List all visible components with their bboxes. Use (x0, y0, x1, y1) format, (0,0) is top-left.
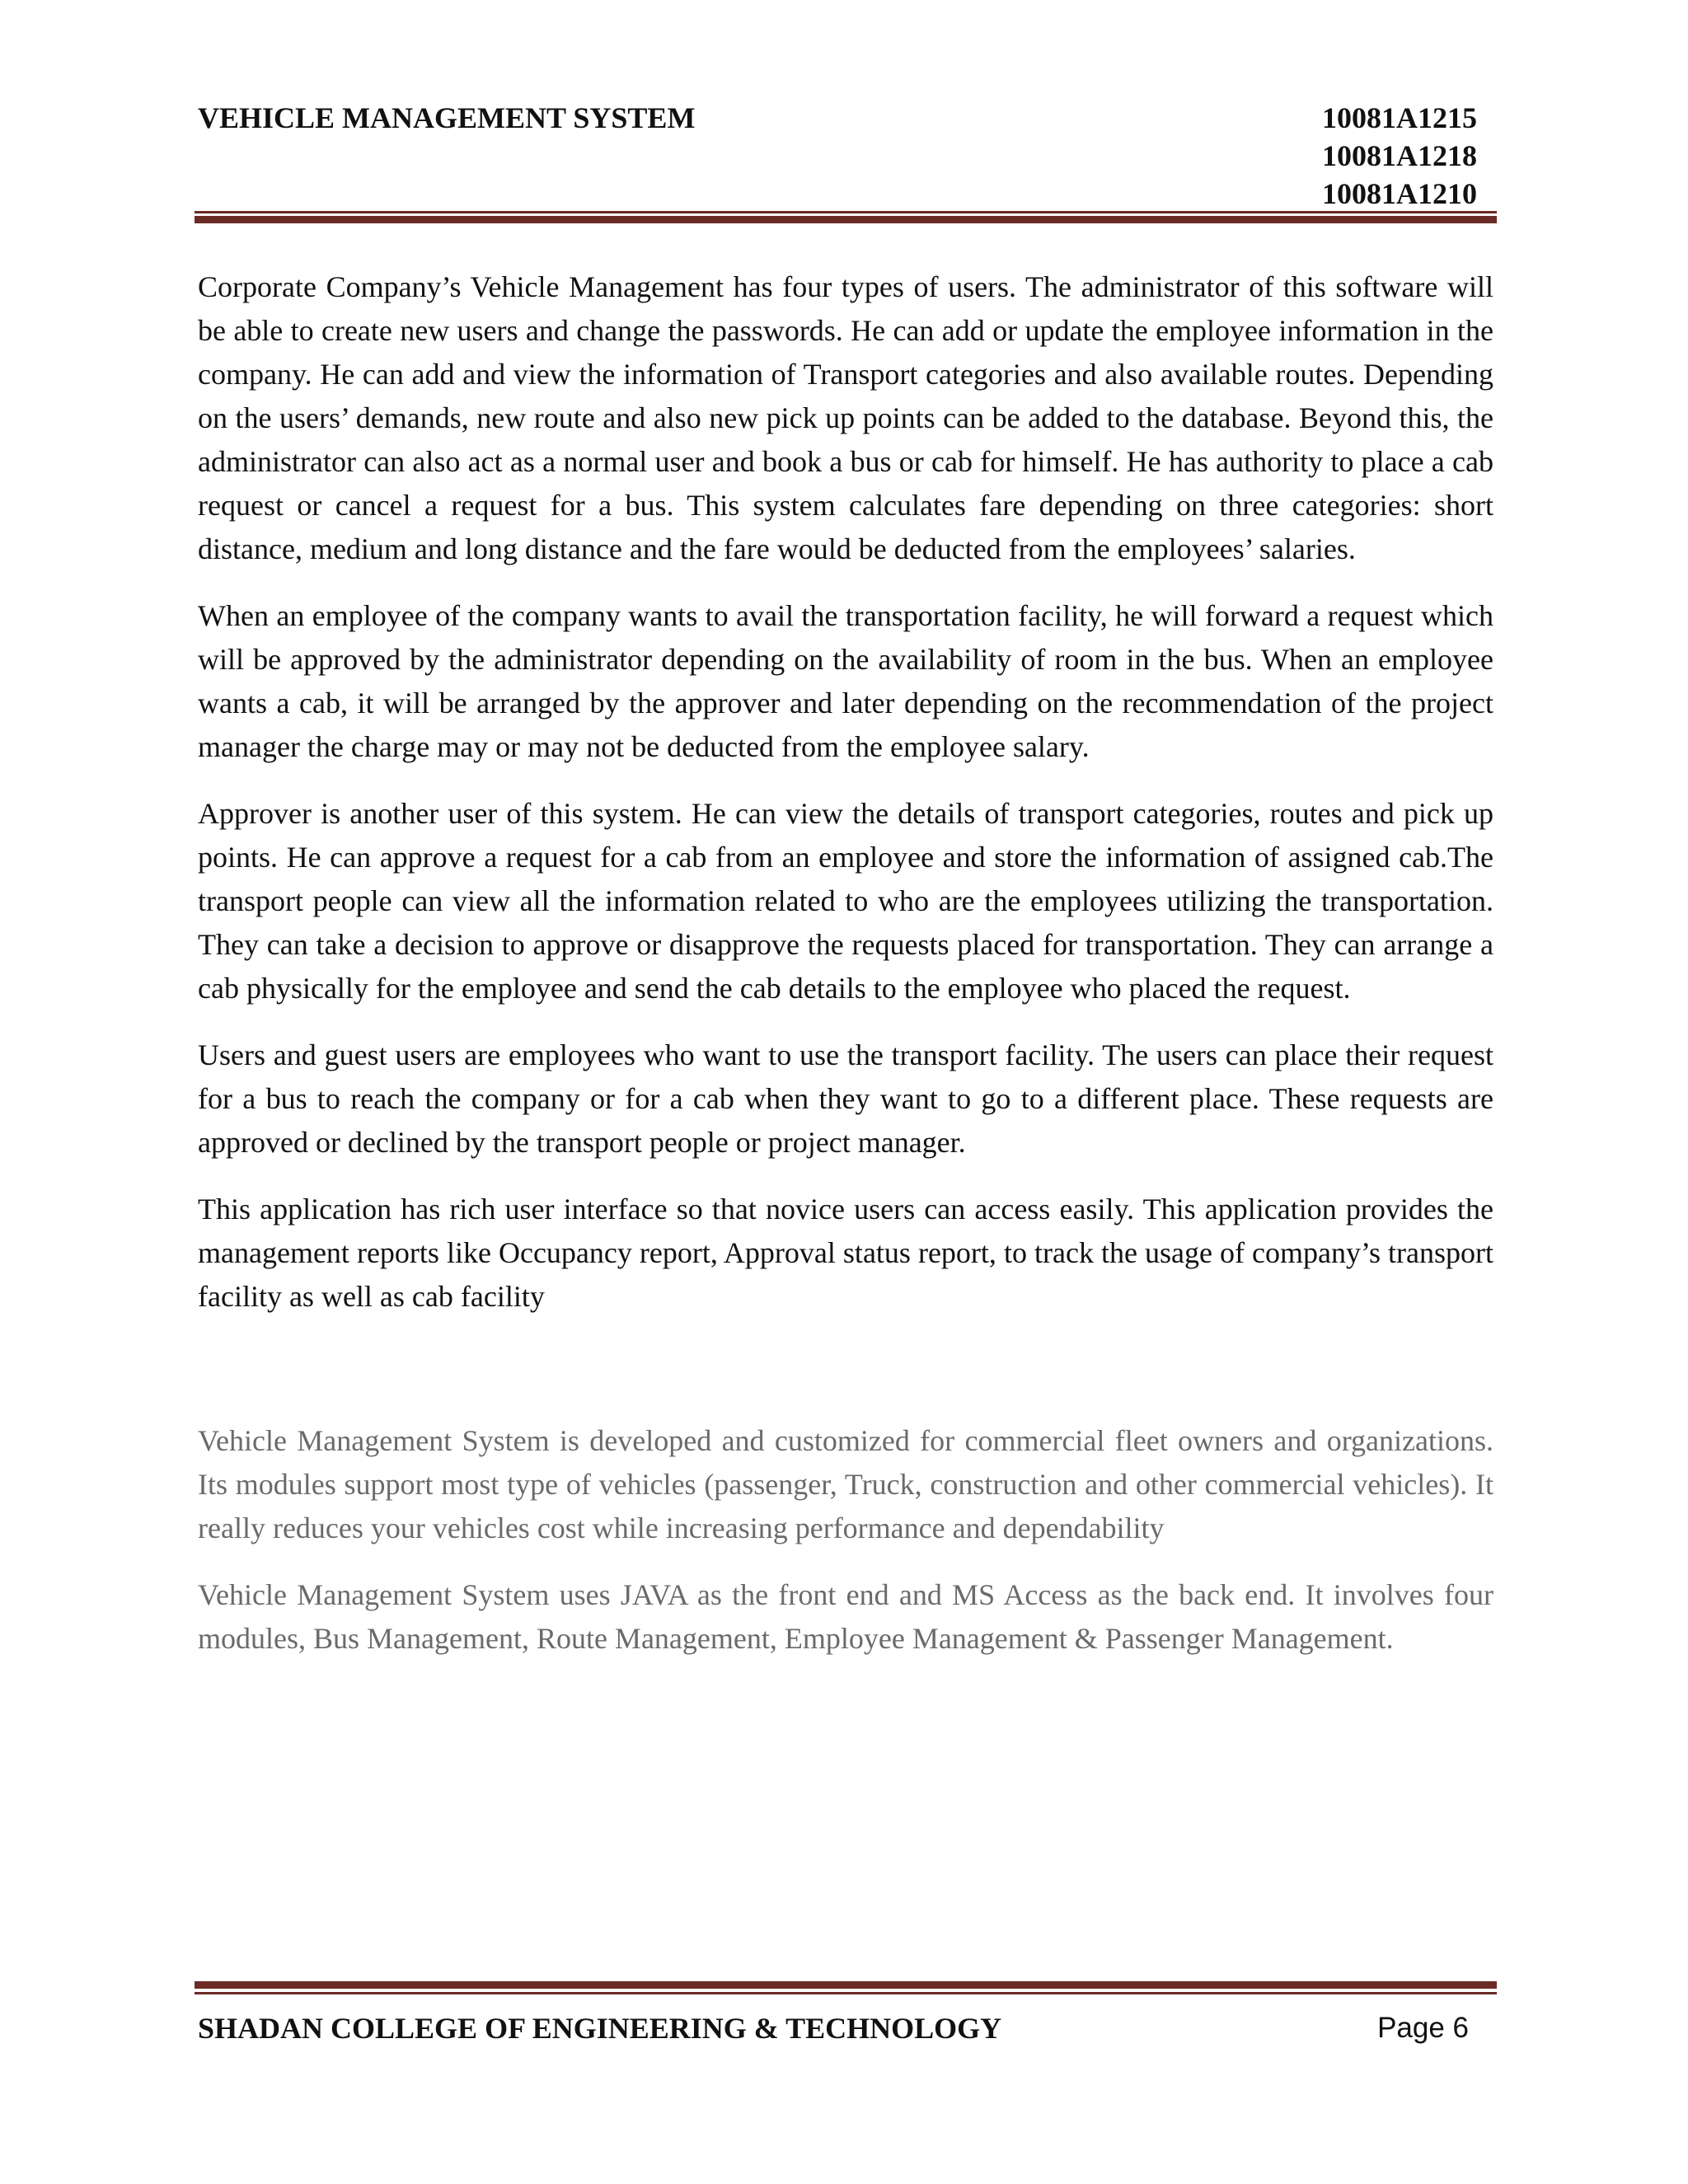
body-paragraph: Approver is another user of this system. He can view the details of transport categories, routes and pick up points. He can approve a request for a cab from an employee and store the information of assigned cab.The transport people can view all the information related to who are the employees utilizing the transportation. They can take a decision to approve or disapprove the requests placed for transportation. They can arrange a cab physically for the employee and send the cab details to the employee who placed the request. (198, 797, 1493, 1005)
document-body (198, 265, 1493, 1684)
student-ids (1322, 99, 1477, 213)
body-paragraph: Corporate Company’s Vehicle Management has four types of users. The administrator of this software will be able to create new users and change the passwords. He can add or update the employee information in the company. He can add and view the information of Transport categories and also available routes. Depending on the users’ demands, new route and also new pick up points can be added to the database. Beyond this, the administrator can also act as a normal user and book a bus or cab for himself. He has authority to place a cab request or cancel a request for a bus. This system calculates fare depending on three categories: short distance, medium and long distance and the fare would be deducted from the employees’ salaries. (198, 270, 1493, 565)
page-number: Page 6 (1377, 2012, 1469, 2044)
section-gap (198, 1342, 1493, 1419)
student-id: 10081A1218 (1322, 139, 1477, 172)
footer-rule-thin (195, 1992, 1497, 1994)
overview-paragraph: Vehicle Management System uses JAVA as the front end and MS Access as the back end. It involves four modules, Bus Management, Route Management, Employee Management & Passenger Management. (198, 1578, 1493, 1655)
body-paragraph: This application has rich user interface so that novice users can access easily. This application provides the management reports like Occupancy report, Approval status report, to track the usage of company’s transport facility as well as cab facility (198, 1193, 1493, 1313)
header-rule-thick (195, 216, 1497, 223)
overview-paragraph: Vehicle Management System is developed and customized for commercial fleet owners and organizations. Its modules support most type of vehicles (passenger, Truck, construction and other commercial vehicles). It really reduces your vehicles cost while increasing performance and dependability (198, 1424, 1493, 1544)
body-paragraph: When an employee of the company wants to avail the transportation facility, he will forward a request which will be approved by the administrator depending on the availability of room in the bus. When an employee wants a cab, it will be arranged by the approver and later depending on the recommendation of the project manager the charge may or may not be deducted from the employee salary. (198, 599, 1493, 763)
body-paragraph: Users and guest users are employees who want to use the transport facility. The users can place their request for a bus to reach the company or for a cab when they want to go to a different place. These requests are approved or declined by the transport people or project manager. (198, 1038, 1493, 1159)
footer-rule-thick (195, 1981, 1497, 1989)
header-rule-thin (195, 211, 1497, 213)
document-title: VEHICLE MANAGEMENT SYSTEM (198, 101, 696, 134)
footer-college-name: SHADAN COLLEGE OF ENGINEERING & TECHNOLOGY (198, 2012, 1002, 2045)
student-id: 10081A1215 (1322, 101, 1477, 134)
student-id: 10081A1210 (1322, 177, 1477, 210)
